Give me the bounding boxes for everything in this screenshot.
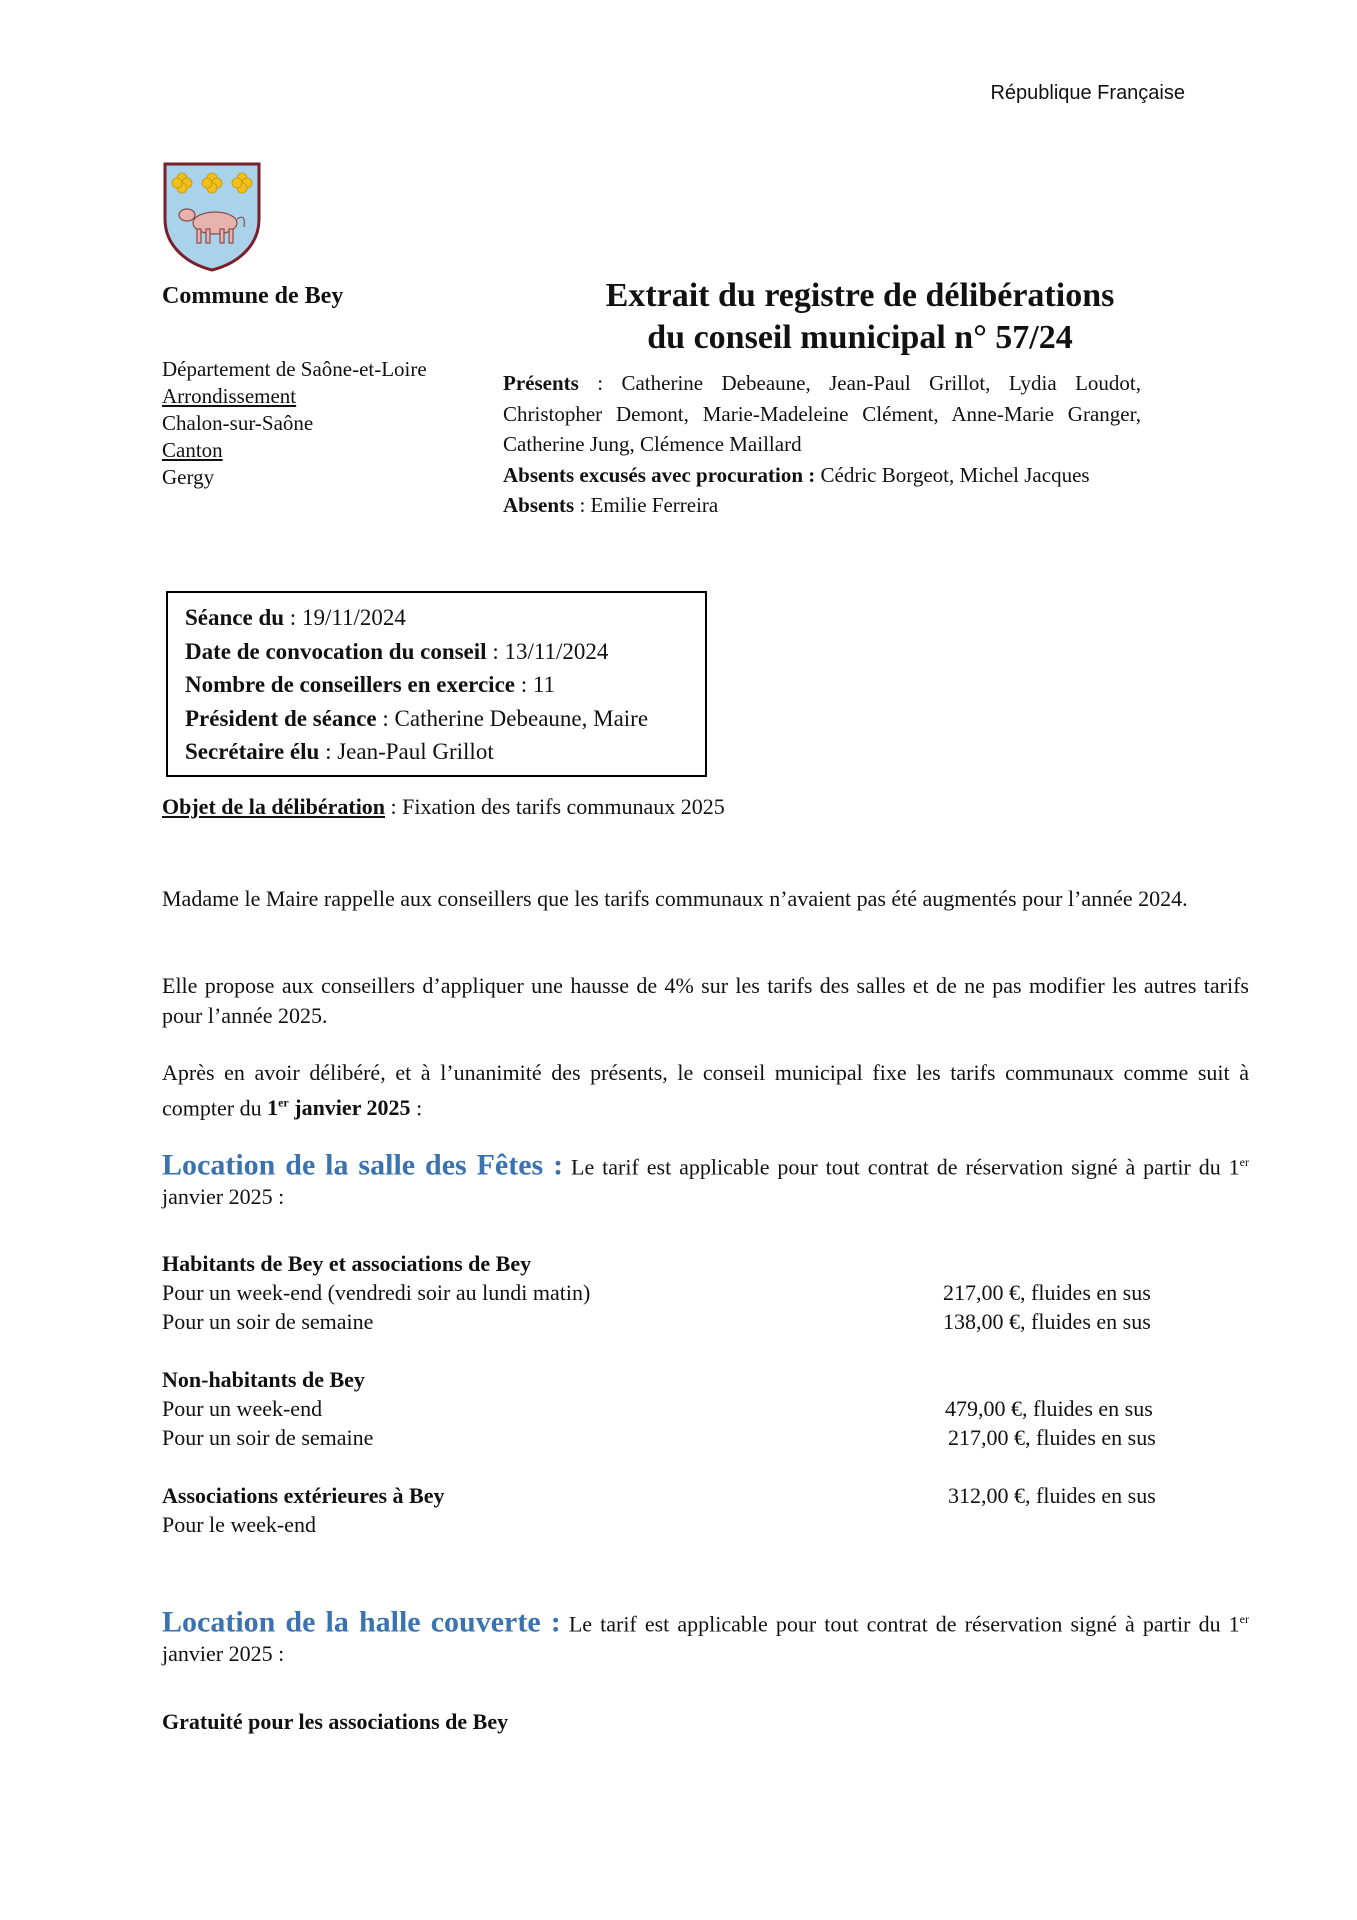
body-paragraph-1: Madame le Maire rappelle aux conseillers que les tarifs communaux n’avaient pas été augmentés pour l’année 2024. [162,886,1188,911]
row-label: Pour le week-end [162,1512,316,1537]
halle-intro-sup: er [1239,1612,1249,1626]
coat-of-arms-icon [162,161,262,273]
nombre-label: Nombre de conseillers en exercice [185,672,515,697]
row-price: 217,00 €, fluides en sus [948,1425,1156,1450]
halle-heading: Location de la halle couverte : [162,1605,561,1639]
president-seance: Président de séance : Catherine Debeaune, Maire [185,705,649,731]
halle-intro-b: janvier 2025 : [162,1641,285,1667]
absents-excuses-label: Absents excusés avec procuration : [503,462,816,487]
secretaire-elu: Secrétaire élu : Jean-Paul Grillot [185,739,494,764]
seance-date: Séance du : 19/11/2024 [185,605,406,630]
convocation-value: 13/11/2024 [504,638,609,664]
secretaire-label: Secrétaire élu [185,739,320,764]
seance-date-label: Séance du [185,605,285,630]
document-title [560,275,1160,359]
group-title-habitants: Habitants de Bey et associations de Bey [162,1251,532,1276]
row-label: Pour un week-end [162,1396,323,1421]
commune-name: Commune de Bey [162,283,344,309]
row-price: 479,00 €, fluides en sus [945,1396,1153,1421]
absents-label: Absents [503,493,575,517]
objet-value: Fixation des tarifs communaux 2025 [402,794,725,819]
group-title-non-habitants: Non-habitants de Bey [162,1367,365,1392]
canton: Gergy [162,465,215,489]
halle-intro-a: Le tarif est applicable pour tout contrat de réservation signé à partir du 1 [560,1611,1240,1637]
salle-intro-b: janvier 2025 : [162,1184,285,1210]
row-price: 217,00 €, fluides en sus [943,1280,1151,1305]
absents: Absents : Emilie Ferreira [503,493,719,517]
attendance-block [503,368,1141,521]
presents: Présents : Catherine Debeaune, Jean-Paul Grillot, Lydia Loudot, Christopher Demont, Marie-Madeleine Clément, Anne-Marie Granger, Catherine Jung, Clémence Maillard [503,371,1141,456]
body-paragraph-2: Elle propose aux conseillers d’appliquer une hausse de 4% sur les tarifs des salles et de ne pas modifier les autres tarifs pour l’année 2025. [162,973,1249,1028]
absents-excuses [503,460,1141,491]
absents-list: Emilie Ferreira [590,493,719,517]
convocation-date: Date de convocation du conseil : 13/11/2024 [185,638,609,664]
p3-text: Après en avoir délibéré, et à l’unanimité des présents, le conseil municipal fixe les tarifs communaux comme suit à compter du [162,1060,1249,1121]
convocation-label: Date de convocation du conseil [185,638,487,664]
departement: Département de Saône-et-Loire [162,357,427,381]
president-label: Président de séance [185,705,377,731]
title-line-1: Extrait du registre de délibérations [605,277,1115,314]
presents-label: Présents [503,371,579,395]
absents-excuses-list: Cédric Borgeot, Michel Jacques [820,462,1090,487]
body-paragraph-3 [162,1058,1249,1123]
p3-date-sup: er [278,1096,289,1110]
presents-list: Catherine Debeaune, Jean-Paul Grillot, Lydia Loudot, Christopher Demont, Marie-Madeleine Clément, Anne-Marie Granger, Catherine Jung, Clémence Maillard [503,371,1141,456]
arrondissement-label: Arrondissement [162,384,297,408]
canton-label: Canton [162,438,223,462]
halle-gratuite: Gratuité pour les associations de Bey [162,1709,509,1734]
president-value: Catherine Debeaune, Maire [394,705,649,731]
row-price: 312,00 €, fluides en sus [948,1483,1156,1508]
salle-intro-a: Le tarif est applicable pour tout contrat de réservation signé à partir du 1 [563,1154,1240,1180]
p3-date-rest: janvier 2025 [288,1095,411,1121]
objet-label: Objet de la délibération [162,794,386,819]
commune-admin-info [162,356,427,491]
p3-end: : [410,1095,423,1121]
seance-date-value: 19/11/2024 [301,605,406,630]
row-label: Pour un week-end (vendredi soir au lundi matin) [162,1280,591,1305]
row-price: 138,00 €, fluides en sus [943,1309,1151,1334]
group-title-associations-exterieures: Associations extérieures à Bey [162,1483,445,1508]
section-salle-des-fetes [162,1147,1249,1212]
objet-deliberation: Objet de la délibération : Fixation des tarifs communaux 2025 [162,794,725,819]
salle-heading: Location de la salle des Fêtes : [162,1148,564,1182]
row-label: Pour un soir de semaine [162,1309,374,1334]
row-label: Pour un soir de semaine [162,1425,374,1450]
arrondissement: Chalon-sur-Saône [162,411,314,435]
secretaire-value: Jean-Paul Grillot [337,739,494,764]
p3-date-num: 1 [267,1095,279,1121]
p3-date [267,1095,410,1120]
seance-box [166,591,707,777]
nombre-value: 11 [532,672,556,697]
title-line-2: du conseil municipal n° 57/24 [647,319,1073,356]
nombre-conseillers: Nombre de conseillers en exercice : 11 [185,672,556,697]
republique-francaise: République Française [990,82,1185,104]
section-halle-couverte [162,1604,1249,1669]
salle-intro-sup: er [1239,1155,1249,1169]
